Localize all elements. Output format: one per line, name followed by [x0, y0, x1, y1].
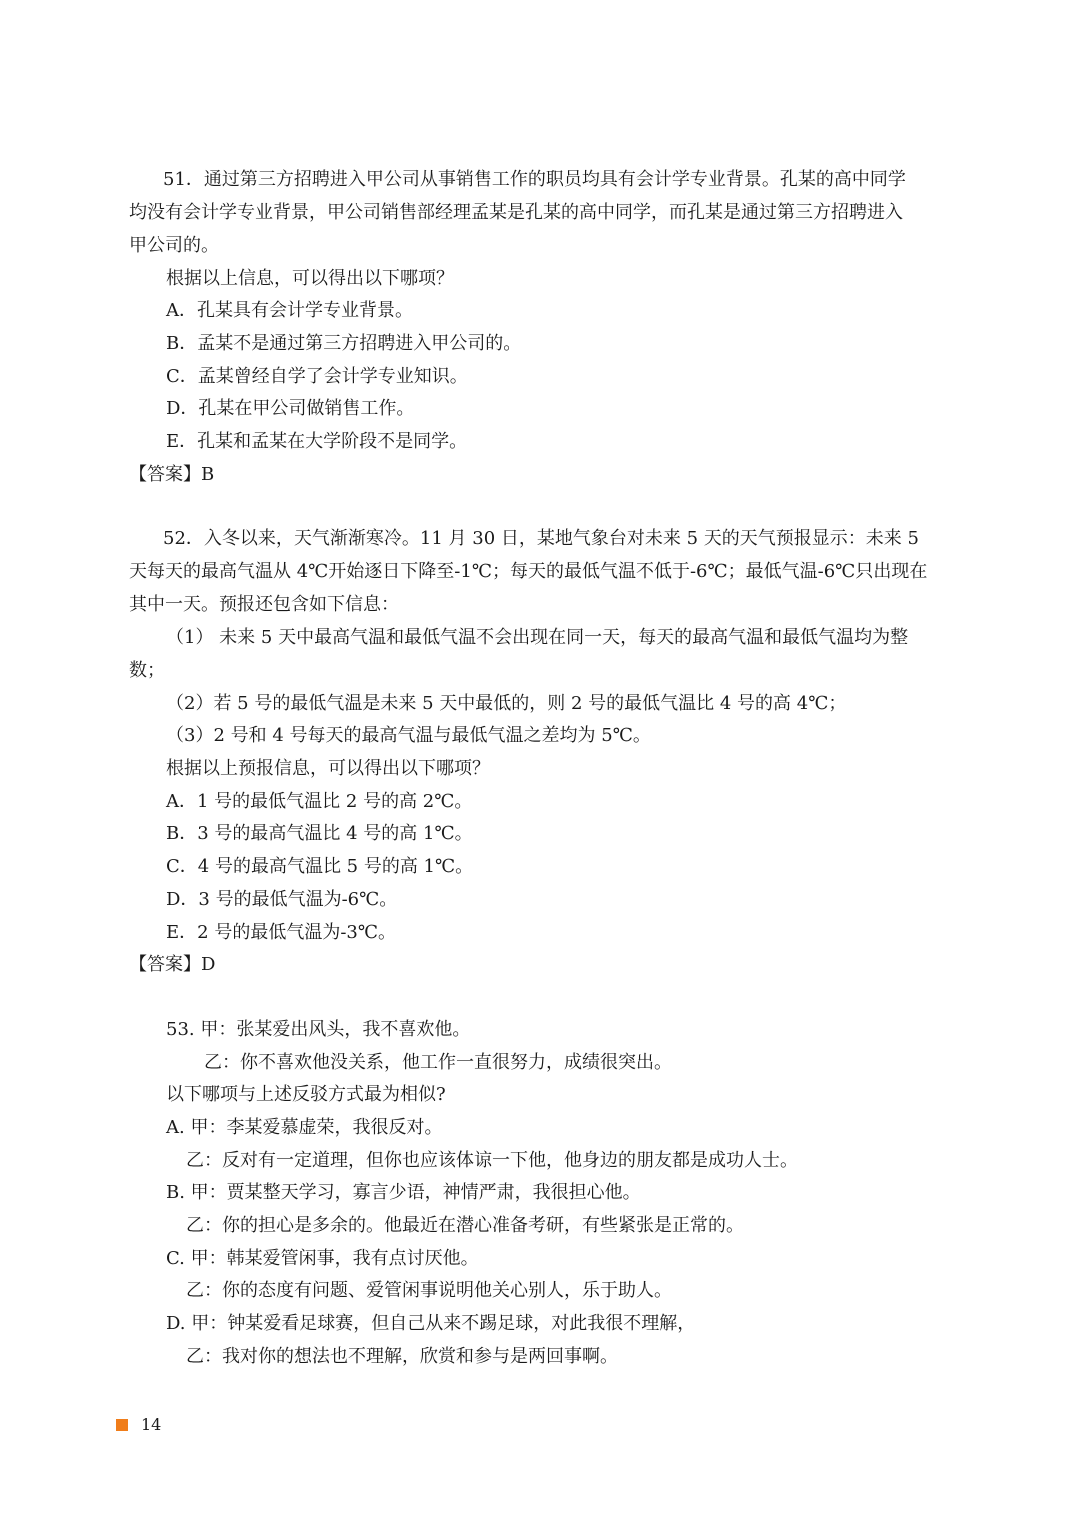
page-number: 14 — [141, 1415, 162, 1434]
q53-option-a-line-2: 乙：反对有一定道理，但你也应该体谅一下他，他身边的朋友都是成功人士。 — [186, 1150, 798, 1171]
q52-condition-2: （2）若 5 号的最低气温是未来 5 天中最低的，则 2 号的最低气温比 4 号的高 4℃； — [166, 693, 847, 714]
q53-option-c-line-1: C. 甲：韩某爱管闲事，我有点讨厌他。 — [166, 1248, 479, 1269]
q51-stem-line-2: 均没有会计学专业背景，甲公司销售部经理孟某是孔某的高中同学，而孔某是通过第三方招聘进入 — [129, 202, 903, 223]
q51-option-b: B．孟某不是通过第三方招聘进入甲公司的。 — [166, 333, 522, 354]
page-marker-square-icon — [116, 1419, 128, 1431]
q53-option-a-line-1: A. 甲：李某爱慕虚荣，我很反对。 — [166, 1117, 443, 1138]
q53-stem-line-2: 乙：你不喜欢他没关系，他工作一直很努力，成绩很突出。 — [204, 1052, 672, 1073]
q52-option-b: B．3 号的最高气温比 4 号的高 1℃。 — [166, 823, 473, 844]
q52-stem-line-2: 天每天的最高气温从 4℃开始逐日下降至-1℃；每天的最低气温不低于-6℃；最低气温-6℃只出现在 — [129, 561, 928, 582]
q51-option-d: D．孔某在甲公司做销售工作。 — [166, 398, 415, 419]
q53-prompt: 以下哪项与上述反驳方式最为相似? — [166, 1084, 446, 1105]
q52-condition-3: （3）2 号和 4 号每天的最高气温与最低气温之差均为 5℃。 — [166, 725, 651, 746]
q53-option-b-line-2: 乙：你的担心是多余的。他最近在潜心准备考研，有些紧张是正常的。 — [186, 1215, 744, 1236]
q53-option-d-line-2: 乙：我对你的想法也不理解，欣赏和参与是两回事啊。 — [186, 1346, 618, 1367]
q52-condition-1-line-2: 数； — [129, 660, 165, 681]
q52-option-d: D．3 号的最低气温为-6℃。 — [166, 889, 398, 910]
q53-stem-line-1: 53. 甲：张某爱出风头，我不喜欢他。 — [166, 1019, 471, 1040]
q53-option-d-line-1: D. 甲：钟某爱看足球赛，但自己从来不踢足球，对此我很不理解， — [166, 1313, 696, 1334]
q51-answer: 【答案】B — [129, 464, 215, 485]
q53-option-c-line-2: 乙：你的态度有问题、爱管闲事说明他关心别人，乐于助人。 — [186, 1280, 672, 1301]
q51-option-e: E．孔某和孟某在大学阶段不是同学。 — [166, 431, 468, 452]
q52-answer: 【答案】D — [129, 954, 216, 975]
q52-condition-1-line-1: （1） 未来 5 天中最高气温和最低气温不会出现在同一天，每天的最高气温和最低气温均为整 — [166, 627, 909, 648]
q52-option-e: E．2 号的最低气温为-3℃。 — [166, 922, 396, 943]
q51-stem-line-1: 51．通过第三方招聘进入甲公司从事销售工作的职员均具有会计学专业背景。孔某的高中同学 — [163, 169, 906, 190]
q51-option-a: A．孔某具有会计学专业背景。 — [166, 300, 413, 321]
q51-prompt: 根据以上信息，可以得出以下哪项？ — [166, 268, 454, 289]
q52-option-c: C．4 号的最高气温比 5 号的高 1℃。 — [166, 856, 474, 877]
q52-prompt: 根据以上预报信息，可以得出以下哪项？ — [166, 758, 490, 779]
q52-stem-line-1: 52．入冬以来，天气渐渐寒冷。11 月 30 日，某地气象台对未来 5 天的天气预报显示：未来 5 — [163, 528, 919, 549]
q51-option-c: C．孟某曾经自学了会计学专业知识。 — [166, 366, 468, 387]
q53-option-b-line-1: B. 甲：贾某整天学习，寡言少语，神情严肃，我很担心他。 — [166, 1182, 641, 1203]
q51-stem-line-3: 甲公司的。 — [129, 235, 219, 256]
q52-option-a: A．1 号的最低气温比 2 号的高 2℃。 — [166, 791, 473, 812]
q52-stem-line-3: 其中一天。预报还包含如下信息： — [129, 594, 399, 615]
